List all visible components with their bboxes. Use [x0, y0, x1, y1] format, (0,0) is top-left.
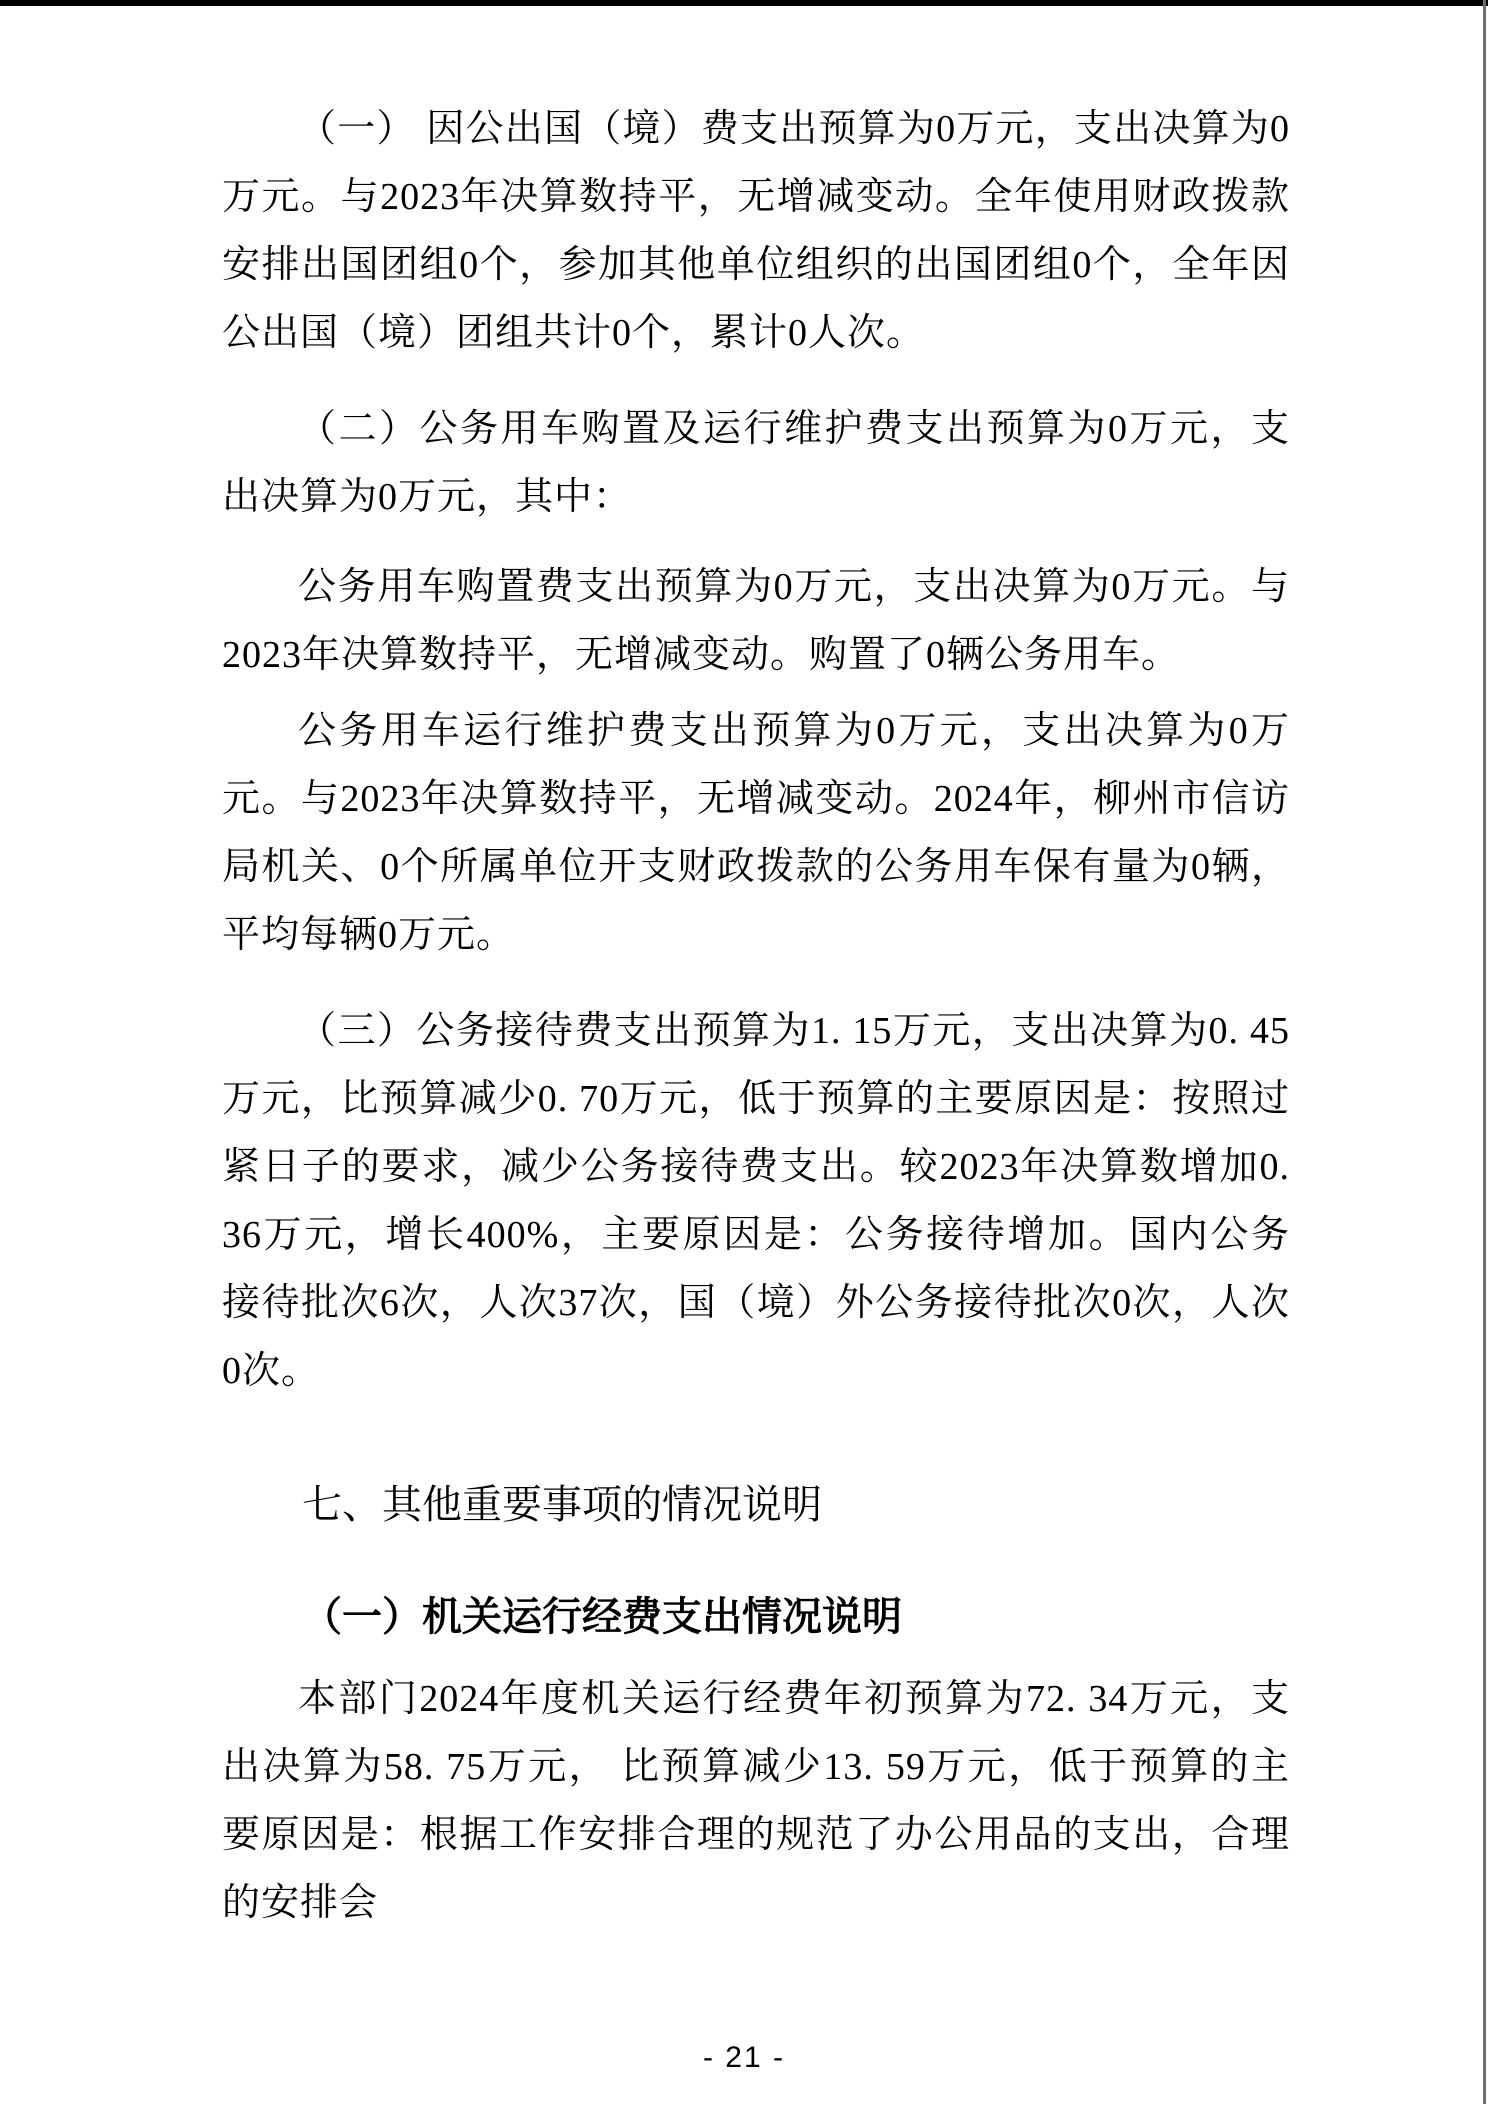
heading-operating-expenses: （一）机关运行经费支出情况说明: [302, 1595, 902, 1639]
para-vehicle-maintenance: 公务用车运行维护费支出预算为0万元，支出决算为0万元。与2023年决算数持平，无增减变动。2024年，柳州市信访局机关、0个所属单位开支财政拨款的公务用车保有量为0辆，平均每辆0万元。: [222, 710, 1290, 956]
para-official-reception: （三）公务接待费支出预算为1. 15万元，支出决算为0. 45万元，比预算减少0. 70万元，低于预算的主要原因是：按照过紧日子的要求，减少公务接待费支出。较2023年决算数增加0. 36万元，增长400%，主要原因是：公务接待增加。国内公务接待批次6次，人次37次，国（境）外公务接待批次0次，人次0次。: [222, 1010, 1290, 1392]
para-official-vehicle-total: （二）公务用车购置及运行维护费支出预算为0万元，支出决算为0万元，其中：: [222, 408, 1290, 518]
para-official-overseas-trips: （一） 因公出国（境）费支出预算为0万元，支出决算为0万元。与2023年决算数持平，无增减变动。全年使用财政拨款安排出国团组0个，参加其他单位组织的出国团组0个，全年因公出国（境）团组共计0个，累计0人次。: [222, 108, 1290, 354]
para-vehicle-purchase: 公务用车购置费支出预算为0万元，支出决算为0万元。与2023年决算数持平，无增减变动。购置了0辆公务用车。: [222, 566, 1290, 676]
heading-other-important-matters: 七、其他重要事项的情况说明: [302, 1483, 822, 1527]
scan-top-edge: [0, 0, 1488, 6]
page-number: - 21 -: [702, 2041, 786, 2074]
para-operating-expenses: 本部门2024年度机关运行经费年初预算为72. 34万元，支出决算为58. 75万元， 比预算减少13. 59万元，低于预算的主要原因是：根据工作安排合理的规范了办公用品的支出，合理的安排会: [222, 1678, 1290, 1924]
page-body: [222, 95, 1290, 1937]
scan-right-edge: [1483, 0, 1486, 2104]
